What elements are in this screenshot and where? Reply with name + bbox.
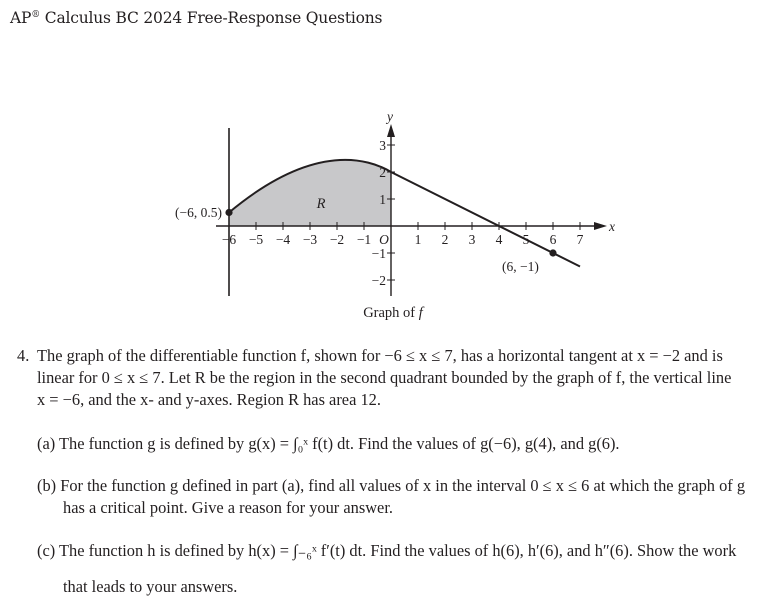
graph-caption: Graph of f bbox=[363, 305, 423, 321]
header-title: Calculus BC 2024 Free-Response Questions bbox=[44, 9, 383, 27]
point-6-neg1 bbox=[549, 249, 556, 256]
y-tick-label: 2 bbox=[379, 165, 386, 180]
x-tick-label: 2 bbox=[441, 232, 449, 247]
header-brand: AP bbox=[10, 9, 32, 27]
x-tick-label: −6 bbox=[221, 232, 237, 247]
point-right-label: (6, −1) bbox=[502, 259, 539, 274]
point-neg6-0.5 bbox=[225, 209, 232, 216]
y-axis-arrow-icon bbox=[387, 124, 395, 137]
x-axis-arrow-icon bbox=[594, 222, 607, 230]
x-tick-label: 4 bbox=[495, 232, 503, 247]
y-tick-label: 1 bbox=[379, 192, 386, 207]
registered-mark: ® bbox=[31, 10, 41, 20]
part-b-line1: (b) For the function g defined in part (a), find all values of x in the interval 0 ≤ x ≤ 6 at which the graph of g bbox=[37, 476, 746, 495]
y-tick-label: 3 bbox=[379, 138, 386, 153]
x-tick-label: 7 bbox=[576, 232, 584, 247]
x-tick-label: −5 bbox=[248, 232, 264, 247]
part-c-line1: (c) The function h is defined by h(x) = ∫₋₆ˣ f′(t) dt. Find the values of h(6), h′(6), and h″(6). Show the work bbox=[37, 541, 737, 560]
x-axis-label: x bbox=[609, 219, 615, 234]
part-c-line2: that leads to your answers. bbox=[63, 577, 238, 596]
x-tick-label: −2 bbox=[329, 232, 345, 247]
point-left-label: (−6, 0.5) bbox=[175, 205, 222, 220]
x-tick-label: 5 bbox=[522, 232, 530, 247]
question-intro-line2: linear for 0 ≤ x ≤ 7. Let R be the region in the second quadrant bounded by the graph of f, the vertical line bbox=[37, 368, 732, 387]
x-tick-label: 3 bbox=[468, 232, 476, 247]
x-tick-label: −4 bbox=[275, 232, 291, 247]
y-tick-label: −1 bbox=[371, 246, 386, 261]
question-intro-line1: The graph of the differentiable function f, shown for −6 ≤ x ≤ 7, has a horizontal tangent at x = −2 and is bbox=[37, 346, 723, 365]
question-intro-line3: x = −6, and the x- and y-axes. Region R has area 12. bbox=[37, 390, 381, 409]
x-tick-label: −1 bbox=[356, 232, 372, 247]
y-tick-label: −2 bbox=[371, 273, 386, 288]
x-tick-label: 6 bbox=[549, 232, 557, 247]
part-b-line2: has a critical point. Give a reason for your answer. bbox=[63, 498, 393, 517]
part-a: (a) The function g is defined by g(x) = ∫₀ˣ f(t) dt. Find the values of g(−6), g(4), and g(6). bbox=[37, 434, 620, 453]
x-tick-label: 1 bbox=[414, 232, 422, 247]
y-axis-label: y bbox=[387, 109, 393, 124]
x-tick-label: −3 bbox=[302, 232, 318, 247]
question-number: 4. bbox=[17, 346, 30, 365]
region-r-label: R bbox=[316, 196, 326, 212]
origin-label: O bbox=[379, 232, 389, 247]
